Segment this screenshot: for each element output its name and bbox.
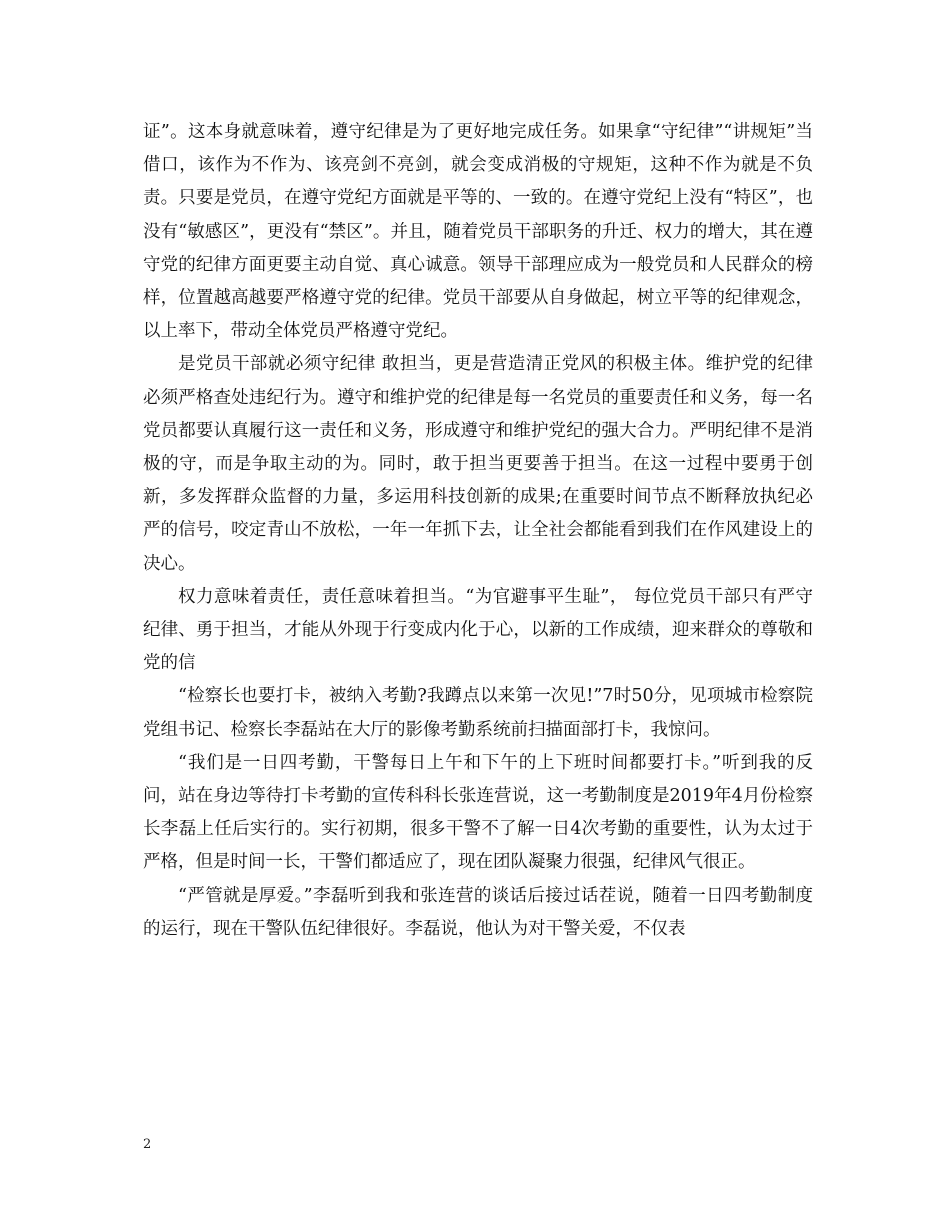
page-number: 2 [143, 1137, 152, 1152]
paragraph-3: 权力意味着责任，责任意味着担当。“为官避事平生耻”， 每位党员干部只有严守纪律、勇于担当，才能从外现于行变成内化于心，以新的工作成绩，迎来群众的尊敬和党的信 [143, 586, 813, 674]
document-body [143, 116, 813, 946]
paragraph-4: “检察长也要打卡，被纳入考勤?我蹲点以来第一次见!”7时50分，见项城市检察院党组书记、检察长李磊站在大厅的影像考勤系统前扫描面部打卡，我惊问。 [143, 686, 813, 740]
paragraph-6: “严管就是厚爱。”李磊听到我和张连营的谈话后接过话茬说，随着一日四考勤制度的运行，现在干警队伍纪律很好。李磊说，他认为对干警关爱，不仅表 [143, 885, 813, 939]
paragraph-1: 证”。这本身就意味着，遵守纪律是为了更好地完成任务。如果拿“守纪律”“讲规矩”当借口，该作为不作为、该亮剑不亮剑，就会变成消极的守规矩，这种不作为就是不负责。只要是党员，在遵守党纪方面就是平等的、一致的。在遵守党纪上没有“特区”，也没有“敏感区”，更没有“禁区”。并且，随着党员干部职务的升迁、权力的增大，其在遵守党的纪律方面更要主动自觉、真心诚意。领导干部理应成为一般党员和人民群众的榜样，位置越高越要严格遵守党的纪律。党员干部要从自身做起，树立平等的纪律观念，以上率下，带动全体党员严格遵守党纪。 [143, 122, 813, 342]
paragraph-5: “我们是一日四考勤，干警每日上午和下午的上下班时间都要打卡。”听到我的反问，站在身边等待打卡考勤的宣传科科长张连营说，这一考勤制度是2019年4月份检察长李磊上任后实行的。实行初期，很多干警不了解一日4次考勤的重要性，认为太过于严格，但是时间一长，干警们都适应了，现在团队凝聚力很强，纪律风气很正。 [143, 752, 813, 873]
paragraph-2: 是党员干部就必须守纪律 敢担当，更是营造清正党风的积极主体。维护党的纪律必须严格查处违纪行为。遵守和维护党的纪律是每一名党员的重要责任和义务，每一名党员都要认真履行这一责任和义务，形成遵守和维护党纪的强大合力。严明纪律不是消极的守，而是争取主动的为。同时，敢于担当更要善于担当。在这一过程中要勇于创新，多发挥群众监督的力量，多运用科技创新的成果;在重要时间节点不断释放执纪必严的信号，咬定青山不放松，一年一年抓下去，让全社会都能看到我们在作风建设上的决心。 [143, 354, 813, 574]
